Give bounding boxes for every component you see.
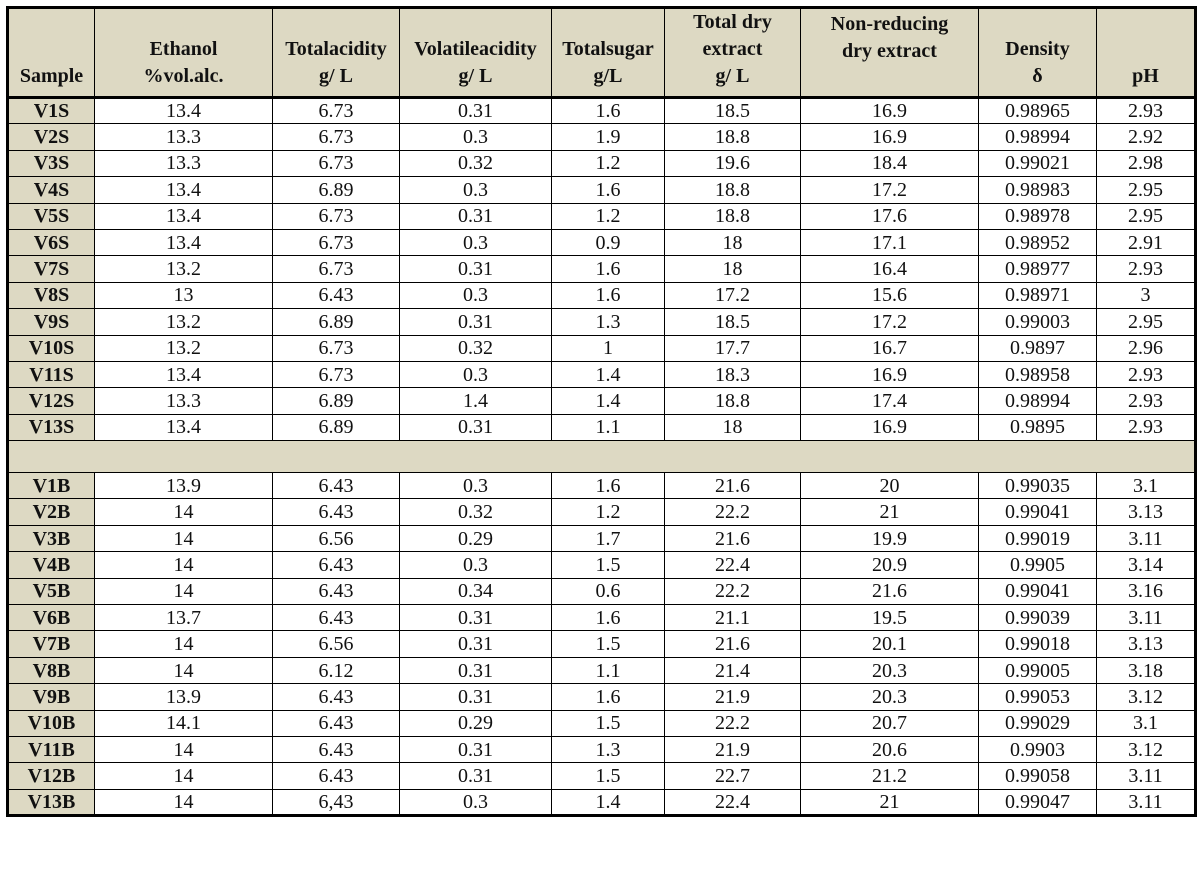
- table-row: [8, 309, 1196, 335]
- value-cell: 1.6: [552, 684, 665, 710]
- value-cell: 0.99019: [979, 525, 1097, 551]
- table-row: [8, 414, 1196, 440]
- value-cell: 2.96: [1097, 335, 1196, 361]
- value-cell: 3: [1097, 282, 1196, 308]
- value-cell: 0.31: [400, 631, 552, 657]
- value-cell: 1.9: [552, 124, 665, 150]
- value-cell: 0.3: [400, 177, 552, 203]
- sample-id-cell: V6B: [8, 605, 95, 631]
- sample-id-cell: V13B: [8, 789, 95, 815]
- value-cell: 21.6: [665, 525, 801, 551]
- value-cell: 13.4: [95, 98, 273, 124]
- sample-id-cell: V3S: [8, 150, 95, 176]
- table-header: [8, 8, 1196, 98]
- value-cell: 6.56: [273, 525, 400, 551]
- table-row: [8, 335, 1196, 361]
- value-cell: 0.31: [400, 684, 552, 710]
- value-cell: 22.4: [665, 789, 801, 815]
- value-cell: 0.99018: [979, 631, 1097, 657]
- value-cell: 1: [552, 335, 665, 361]
- value-cell: 2.95: [1097, 309, 1196, 335]
- value-cell: 0.3: [400, 282, 552, 308]
- sample-id-cell: V8S: [8, 282, 95, 308]
- value-cell: 6.89: [273, 388, 400, 414]
- value-cell: 16.9: [801, 414, 979, 440]
- value-cell: 20.7: [801, 710, 979, 736]
- group-separator: [8, 441, 1196, 473]
- value-cell: 13.4: [95, 203, 273, 229]
- value-cell: 13.7: [95, 605, 273, 631]
- table-row: [8, 203, 1196, 229]
- value-cell: 1.2: [552, 203, 665, 229]
- table-row: [8, 124, 1196, 150]
- value-cell: 0.34: [400, 578, 552, 604]
- header-row: [8, 8, 1196, 98]
- value-cell: 0.98952: [979, 229, 1097, 255]
- value-cell: 6.43: [273, 605, 400, 631]
- value-cell: 21.9: [665, 736, 801, 762]
- table-row: [8, 361, 1196, 387]
- table-row: [8, 229, 1196, 255]
- value-cell: 16.4: [801, 256, 979, 282]
- header-volatile-acidity: Volatileacidity g/ L: [400, 8, 552, 98]
- value-cell: 13.4: [95, 414, 273, 440]
- value-cell: 13.2: [95, 309, 273, 335]
- value-cell: 0.31: [400, 256, 552, 282]
- table-row: [8, 710, 1196, 736]
- value-cell: 18.5: [665, 309, 801, 335]
- value-cell: 3.11: [1097, 789, 1196, 815]
- value-cell: 14: [95, 631, 273, 657]
- value-cell: 1.7: [552, 525, 665, 551]
- value-cell: 14: [95, 552, 273, 578]
- value-cell: 14: [95, 763, 273, 789]
- header-sample: Sample: [8, 8, 95, 98]
- value-cell: 0.98958: [979, 361, 1097, 387]
- value-cell: 6.73: [273, 335, 400, 361]
- value-cell: 0.29: [400, 710, 552, 736]
- value-cell: 0.32: [400, 150, 552, 176]
- value-cell: 6.43: [273, 552, 400, 578]
- value-cell: 21.6: [801, 578, 979, 604]
- value-cell: 14: [95, 525, 273, 551]
- wine-analysis-table: [6, 6, 1197, 817]
- value-cell: 3.13: [1097, 499, 1196, 525]
- value-cell: 17.4: [801, 388, 979, 414]
- value-cell: 17.6: [801, 203, 979, 229]
- value-cell: 20.6: [801, 736, 979, 762]
- value-cell: 13.4: [95, 177, 273, 203]
- value-cell: 14: [95, 736, 273, 762]
- value-cell: 0.31: [400, 657, 552, 683]
- value-cell: 3.11: [1097, 605, 1196, 631]
- sample-id-cell: V12S: [8, 388, 95, 414]
- sample-id-cell: V10B: [8, 710, 95, 736]
- value-cell: 1.6: [552, 98, 665, 124]
- value-cell: 17.2: [801, 309, 979, 335]
- value-cell: 6.43: [273, 499, 400, 525]
- header-ph: pH: [1097, 8, 1196, 98]
- sample-id-cell: V2S: [8, 124, 95, 150]
- sample-id-cell: V7B: [8, 631, 95, 657]
- sample-id-cell: V11B: [8, 736, 95, 762]
- sample-id-cell: V1S: [8, 98, 95, 124]
- value-cell: 0.98994: [979, 124, 1097, 150]
- value-cell: 0.99047: [979, 789, 1097, 815]
- table-row: [8, 605, 1196, 631]
- value-cell: 6.73: [273, 124, 400, 150]
- value-cell: 6.73: [273, 361, 400, 387]
- value-cell: 0.32: [400, 335, 552, 361]
- header-ethanol: Ethanol %vol.alc.: [95, 8, 273, 98]
- header-density: Density δ: [979, 8, 1097, 98]
- value-cell: 0.98965: [979, 98, 1097, 124]
- value-cell: 6.89: [273, 309, 400, 335]
- value-cell: 0.9: [552, 229, 665, 255]
- value-cell: 0.32: [400, 499, 552, 525]
- sample-id-cell: V5S: [8, 203, 95, 229]
- value-cell: 2.98: [1097, 150, 1196, 176]
- value-cell: 0.99053: [979, 684, 1097, 710]
- value-cell: 0.9905: [979, 552, 1097, 578]
- table-body: [8, 98, 1196, 816]
- value-cell: 17.2: [665, 282, 801, 308]
- value-cell: 2.93: [1097, 414, 1196, 440]
- value-cell: 13.9: [95, 473, 273, 499]
- value-cell: 18.8: [665, 388, 801, 414]
- sample-id-cell: V2B: [8, 499, 95, 525]
- value-cell: 0.3: [400, 361, 552, 387]
- value-cell: 2.95: [1097, 203, 1196, 229]
- value-cell: 0.98977: [979, 256, 1097, 282]
- sample-id-cell: V9S: [8, 309, 95, 335]
- value-cell: 18: [665, 414, 801, 440]
- value-cell: 0.6: [552, 578, 665, 604]
- value-cell: 0.31: [400, 203, 552, 229]
- value-cell: 0.99021: [979, 150, 1097, 176]
- table-row: [8, 256, 1196, 282]
- value-cell: 3.11: [1097, 525, 1196, 551]
- value-cell: 1.6: [552, 177, 665, 203]
- header-total-dry-extract: Total dry extract g/ L: [665, 8, 801, 98]
- value-cell: 14: [95, 789, 273, 815]
- sample-id-cell: V10S: [8, 335, 95, 361]
- table-row: [8, 473, 1196, 499]
- value-cell: 16.7: [801, 335, 979, 361]
- header-total-acidity: Totalacidity g/ L: [273, 8, 400, 98]
- value-cell: 0.9903: [979, 736, 1097, 762]
- value-cell: 0.31: [400, 736, 552, 762]
- value-cell: 0.99029: [979, 710, 1097, 736]
- value-cell: 15.6: [801, 282, 979, 308]
- value-cell: 0.31: [400, 414, 552, 440]
- table-row: [8, 631, 1196, 657]
- value-cell: 1.5: [552, 710, 665, 736]
- value-cell: 14.1: [95, 710, 273, 736]
- value-cell: 13.4: [95, 229, 273, 255]
- sample-id-cell: V5B: [8, 578, 95, 604]
- value-cell: 21.4: [665, 657, 801, 683]
- value-cell: 6,43: [273, 789, 400, 815]
- sample-id-cell: V11S: [8, 361, 95, 387]
- value-cell: 14: [95, 499, 273, 525]
- value-cell: 18.4: [801, 150, 979, 176]
- value-cell: 0.99058: [979, 763, 1097, 789]
- value-cell: 0.29: [400, 525, 552, 551]
- value-cell: 14: [95, 578, 273, 604]
- value-cell: 17.1: [801, 229, 979, 255]
- value-cell: 0.98994: [979, 388, 1097, 414]
- value-cell: 21.9: [665, 684, 801, 710]
- sample-id-cell: V13S: [8, 414, 95, 440]
- value-cell: 0.99005: [979, 657, 1097, 683]
- value-cell: 13.2: [95, 256, 273, 282]
- value-cell: 3.1: [1097, 473, 1196, 499]
- value-cell: 20.1: [801, 631, 979, 657]
- value-cell: 19.5: [801, 605, 979, 631]
- value-cell: 2.92: [1097, 124, 1196, 150]
- value-cell: 22.2: [665, 578, 801, 604]
- value-cell: 13.3: [95, 124, 273, 150]
- value-cell: 18.8: [665, 203, 801, 229]
- table-row: [8, 177, 1196, 203]
- group-separator-row: [8, 441, 1196, 473]
- table-row: [8, 763, 1196, 789]
- value-cell: 18.3: [665, 361, 801, 387]
- sample-id-cell: V4B: [8, 552, 95, 578]
- value-cell: 20.9: [801, 552, 979, 578]
- value-cell: 3.1: [1097, 710, 1196, 736]
- value-cell: 0.31: [400, 309, 552, 335]
- value-cell: 21.6: [665, 473, 801, 499]
- value-cell: 13.3: [95, 150, 273, 176]
- value-cell: 0.3: [400, 229, 552, 255]
- value-cell: 0.98971: [979, 282, 1097, 308]
- sample-id-cell: V9B: [8, 684, 95, 710]
- table-row: [8, 282, 1196, 308]
- value-cell: 3.13: [1097, 631, 1196, 657]
- value-cell: 19.6: [665, 150, 801, 176]
- value-cell: 6.43: [273, 578, 400, 604]
- value-cell: 1.4: [552, 361, 665, 387]
- value-cell: 16.9: [801, 98, 979, 124]
- value-cell: 6.43: [273, 473, 400, 499]
- value-cell: 6.89: [273, 414, 400, 440]
- value-cell: 1.6: [552, 256, 665, 282]
- value-cell: 18.8: [665, 177, 801, 203]
- value-cell: 0.99041: [979, 578, 1097, 604]
- value-cell: 3.18: [1097, 657, 1196, 683]
- value-cell: 22.2: [665, 499, 801, 525]
- value-cell: 22.4: [665, 552, 801, 578]
- value-cell: 14: [95, 657, 273, 683]
- value-cell: 13.9: [95, 684, 273, 710]
- table-row: [8, 98, 1196, 124]
- value-cell: 20.3: [801, 657, 979, 683]
- value-cell: 2.95: [1097, 177, 1196, 203]
- value-cell: 1.4: [400, 388, 552, 414]
- value-cell: 6.43: [273, 684, 400, 710]
- value-cell: 18.5: [665, 98, 801, 124]
- value-cell: 1.6: [552, 473, 665, 499]
- value-cell: 6.43: [273, 763, 400, 789]
- value-cell: 13: [95, 282, 273, 308]
- value-cell: 1.2: [552, 150, 665, 176]
- value-cell: 0.31: [400, 763, 552, 789]
- value-cell: 0.99035: [979, 473, 1097, 499]
- value-cell: 1.4: [552, 388, 665, 414]
- value-cell: 6.43: [273, 710, 400, 736]
- value-cell: 6.73: [273, 98, 400, 124]
- table-row: [8, 552, 1196, 578]
- value-cell: 18.8: [665, 124, 801, 150]
- value-cell: 0.99041: [979, 499, 1097, 525]
- value-cell: 16.9: [801, 361, 979, 387]
- value-cell: 2.91: [1097, 229, 1196, 255]
- value-cell: 18: [665, 229, 801, 255]
- value-cell: 20: [801, 473, 979, 499]
- value-cell: 6.43: [273, 282, 400, 308]
- sample-id-cell: V8B: [8, 657, 95, 683]
- value-cell: 21.1: [665, 605, 801, 631]
- value-cell: 0.3: [400, 552, 552, 578]
- value-cell: 13.4: [95, 361, 273, 387]
- table-row: [8, 789, 1196, 815]
- value-cell: 1.1: [552, 414, 665, 440]
- value-cell: 1.6: [552, 605, 665, 631]
- table-row: [8, 578, 1196, 604]
- table-row: [8, 499, 1196, 525]
- value-cell: 2.93: [1097, 388, 1196, 414]
- value-cell: 3.16: [1097, 578, 1196, 604]
- sample-id-cell: V4S: [8, 177, 95, 203]
- value-cell: 6.73: [273, 256, 400, 282]
- table-row: [8, 736, 1196, 762]
- value-cell: 0.31: [400, 98, 552, 124]
- value-cell: 21.6: [665, 631, 801, 657]
- header-total-sugar: Totalsugar g/L: [552, 8, 665, 98]
- value-cell: 6.12: [273, 657, 400, 683]
- value-cell: 21: [801, 499, 979, 525]
- value-cell: 3.14: [1097, 552, 1196, 578]
- table-row: [8, 388, 1196, 414]
- value-cell: 0.9895: [979, 414, 1097, 440]
- value-cell: 3.11: [1097, 763, 1196, 789]
- table-row: [8, 150, 1196, 176]
- table-row: [8, 525, 1196, 551]
- value-cell: 1.3: [552, 736, 665, 762]
- sample-id-cell: V6S: [8, 229, 95, 255]
- sample-id-cell: V12B: [8, 763, 95, 789]
- value-cell: 3.12: [1097, 736, 1196, 762]
- value-cell: 6.89: [273, 177, 400, 203]
- value-cell: 3.12: [1097, 684, 1196, 710]
- value-cell: 0.99003: [979, 309, 1097, 335]
- sample-id-cell: V1B: [8, 473, 95, 499]
- table-row: [8, 657, 1196, 683]
- value-cell: 6.73: [273, 229, 400, 255]
- value-cell: 18: [665, 256, 801, 282]
- value-cell: 21: [801, 789, 979, 815]
- value-cell: 1.2: [552, 499, 665, 525]
- value-cell: 0.3: [400, 124, 552, 150]
- value-cell: 22.7: [665, 763, 801, 789]
- value-cell: 0.9897: [979, 335, 1097, 361]
- value-cell: 0.98983: [979, 177, 1097, 203]
- sample-id-cell: V7S: [8, 256, 95, 282]
- sample-id-cell: V3B: [8, 525, 95, 551]
- value-cell: 1.4: [552, 789, 665, 815]
- value-cell: 21.2: [801, 763, 979, 789]
- value-cell: 0.31: [400, 605, 552, 631]
- value-cell: 0.3: [400, 789, 552, 815]
- value-cell: 1.3: [552, 309, 665, 335]
- value-cell: 2.93: [1097, 256, 1196, 282]
- value-cell: 16.9: [801, 124, 979, 150]
- value-cell: 17.2: [801, 177, 979, 203]
- value-cell: 22.2: [665, 710, 801, 736]
- value-cell: 1.6: [552, 282, 665, 308]
- value-cell: 0.99039: [979, 605, 1097, 631]
- value-cell: 1.1: [552, 657, 665, 683]
- value-cell: 0.98978: [979, 203, 1097, 229]
- value-cell: 2.93: [1097, 361, 1196, 387]
- value-cell: 6.43: [273, 736, 400, 762]
- value-cell: 6.56: [273, 631, 400, 657]
- value-cell: 6.73: [273, 150, 400, 176]
- value-cell: 6.73: [273, 203, 400, 229]
- value-cell: 20.3: [801, 684, 979, 710]
- value-cell: 1.5: [552, 631, 665, 657]
- value-cell: 2.93: [1097, 98, 1196, 124]
- header-non-reducing-dry-extract: Non-reducing dry extract: [801, 8, 979, 98]
- value-cell: 19.9: [801, 525, 979, 551]
- value-cell: 13.3: [95, 388, 273, 414]
- value-cell: 0.3: [400, 473, 552, 499]
- table-row: [8, 684, 1196, 710]
- value-cell: 1.5: [552, 763, 665, 789]
- value-cell: 17.7: [665, 335, 801, 361]
- value-cell: 1.5: [552, 552, 665, 578]
- value-cell: 13.2: [95, 335, 273, 361]
